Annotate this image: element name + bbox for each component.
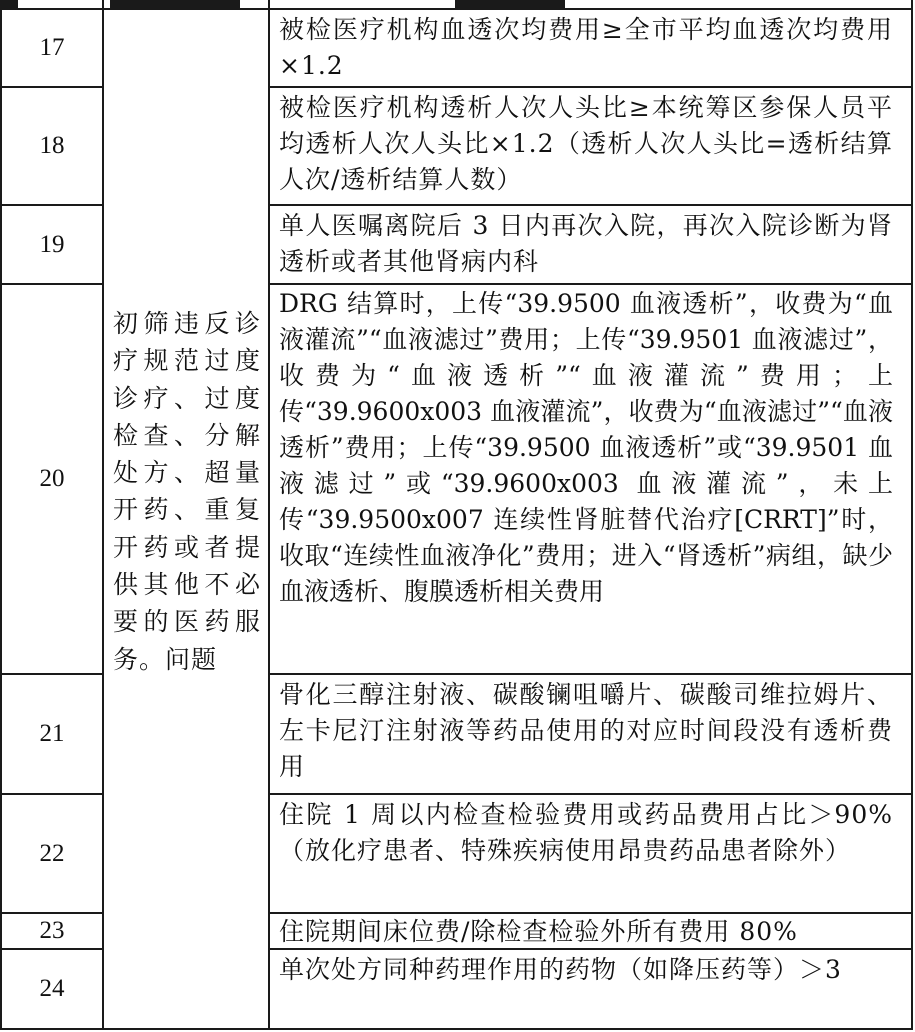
criterion-text: 骨化三醇注射液、碳酸镧咀嚼片、碳酸司维拉姆片、左卡尼汀注射液等药品使用的对应时间段没有透析费用 bbox=[279, 680, 893, 781]
row-number: 17 bbox=[39, 34, 65, 61]
criterion-text: DRG 结算时，上传“39.9500 血液透析”，收费为“血液灌流”“血液滤过”费用；上传“39.9501 血液滤过”，收费为“血液透析”“血液灌流”费用；上传“39.9600x003 血液灌流”，收费为“血液滤过”“血液透析”费用；上传“39.9500 血液透析”或“39.9501 血液滤过”或“39.9600x003 血液灌流”，未上传“39.9500x007 连续性肾脏替代治疗[CRRT]”时，收取“连续性血液净化”费用；进入“肾透析”病组，缺少血液透析、腹膜透析相关费用 bbox=[279, 289, 893, 606]
row-number: 19 bbox=[39, 230, 65, 258]
column-divider-2 bbox=[268, 0, 270, 1030]
column-divider-1 bbox=[102, 0, 104, 1030]
criterion-text: 单人医嘱离院后 3 日内再次入院，再次入院诊断为肾透析或者其他肾病内科 bbox=[279, 211, 893, 276]
header-fragment-mark bbox=[110, 0, 240, 8]
criterion-text: 被检医疗机构透析人次人头比≥本统筹区参保人员平均透析人次人头比×1.2（透析人次人头比=透析结算人次/透析结算人数） bbox=[279, 93, 893, 194]
row-number: 20 bbox=[39, 465, 65, 492]
row-separator bbox=[268, 204, 913, 206]
header-fragment-mark bbox=[0, 0, 18, 8]
table-border-bottom bbox=[0, 1028, 913, 1030]
category-cell: 初筛违反诊疗规范过度诊疗、过度检查、分解处方、超量开药、重复开药或者提供其他不必要的医药服务。问题 bbox=[113, 309, 261, 674]
row-number: 21 bbox=[39, 720, 65, 747]
criterion-text: 被检医疗机构血透次均费用≥全市平均血透次均费用×1.2 bbox=[279, 15, 893, 80]
criterion-text: 单次处方同种药理作用的药物（如降压药等）＞3 bbox=[279, 955, 842, 984]
table-border-right bbox=[911, 0, 913, 1030]
row-separator bbox=[268, 283, 913, 285]
criterion-text: 住院期间床位费/除检查检验外所有费用 80% bbox=[279, 917, 798, 946]
header-fragment-mark bbox=[455, 0, 565, 8]
row-separator bbox=[268, 793, 913, 795]
row-separator bbox=[268, 86, 913, 88]
row-number: 24 bbox=[39, 975, 65, 1002]
row-number: 23 bbox=[39, 917, 65, 944]
row-separator bbox=[268, 673, 913, 675]
row-number: 18 bbox=[39, 132, 65, 159]
row-number: 22 bbox=[39, 839, 65, 867]
criterion-text: 住院 1 周以内检查检验费用或药品费用占比＞90%（放化疗患者、特殊疾病使用昂贵药品患者除外） bbox=[279, 800, 893, 865]
header-bottom-rule bbox=[0, 8, 913, 10]
